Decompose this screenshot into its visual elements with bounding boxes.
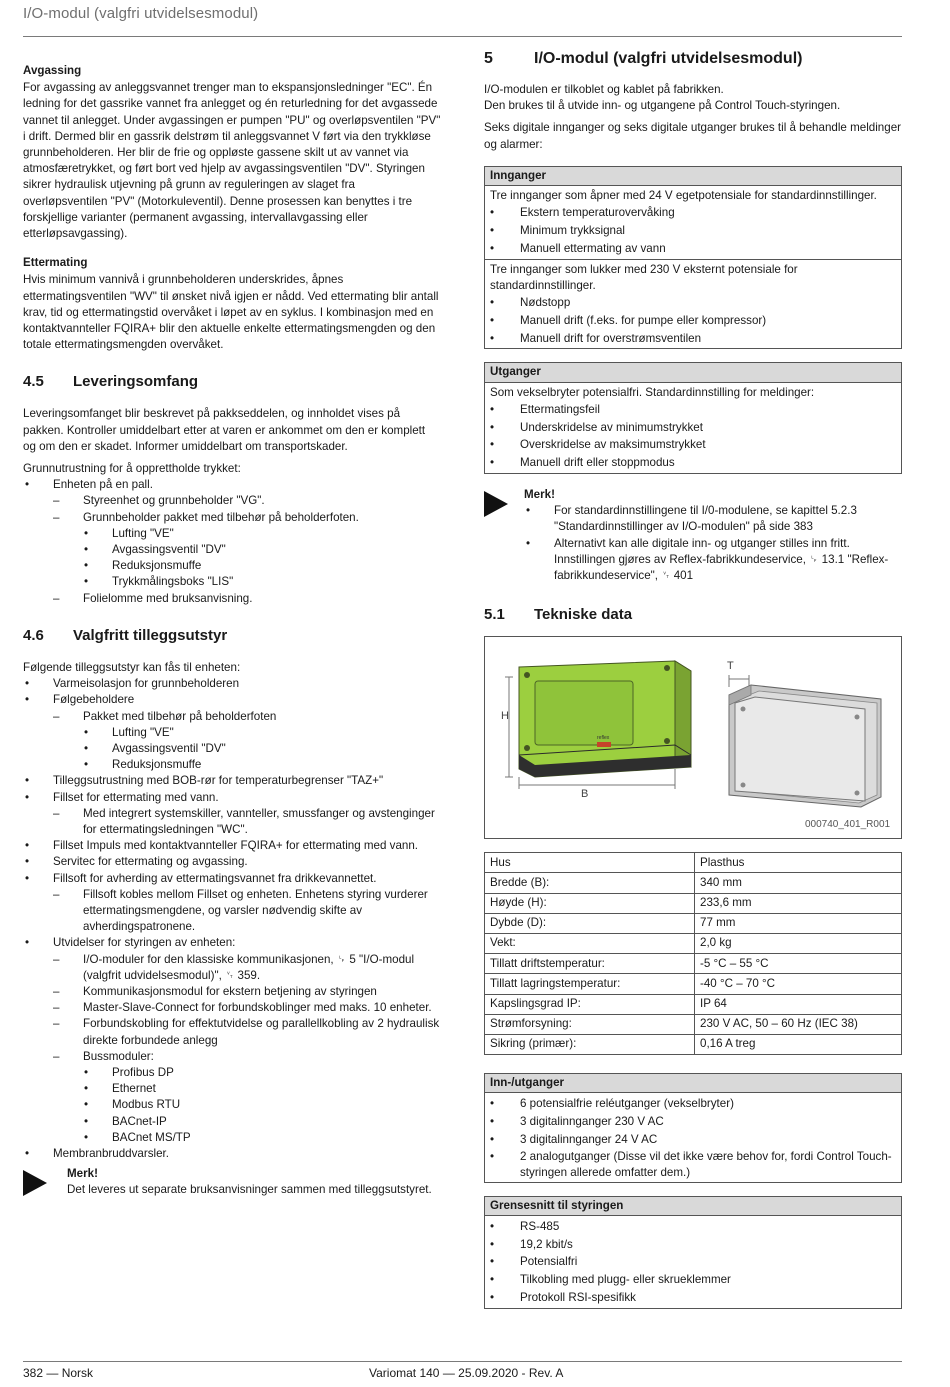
width-label: B (581, 788, 589, 801)
list-item: • Potensialfri (490, 1253, 896, 1271)
section-number: 5 (484, 50, 493, 67)
list-item: • Manuell drift for overstrømsventilen (490, 330, 896, 348)
outputs-group-1-text: Som vekselbryter potensialfri. Standardinnstilling for meldinger: (490, 385, 815, 399)
spec-value: IP 64 (695, 994, 902, 1014)
list-item: – Forbundskobling for effektutvidelse og parallellkobling av 2 hydraulisk direkte forbundede anlegg (53, 1016, 441, 1048)
sub-list (53, 709, 441, 774)
spec-value: -5 °C – 55 °C (695, 954, 902, 974)
left-column (23, 63, 441, 1199)
footer-page-number: 382 — Norsk (23, 1366, 94, 1380)
section-4-5-heading (23, 373, 441, 391)
note-title: Merk! (524, 488, 555, 501)
outputs-group-1 (485, 383, 901, 473)
list-item: • Varmeisolasjon for grunnbeholderen (23, 676, 441, 692)
io-list (490, 1095, 896, 1180)
spec-value: 233,6 mm (695, 893, 902, 913)
note-arrow-icon (484, 491, 508, 517)
brand-label: reflex (597, 735, 610, 742)
list-item: • Manuell drift eller stoppmodus (490, 454, 896, 472)
section-number: 5.1 (484, 606, 505, 624)
io-box (484, 1073, 902, 1183)
table-row (485, 1034, 902, 1054)
list-item: • Tilleggsutrustning med BOB-rør for temperaturbegrenser "TAZ+" (23, 773, 441, 789)
list-item: • Fillsoft for avherding av ettermatingsvannet fra drikkevannettet. – Fillsoft kobles mellom Fillset og enheten. Enhetens styring vurderer ettermatingsmengdene, og varsler nødvendig skifte av avherdingspatronene. (23, 871, 441, 936)
outputs-group-1-list (490, 401, 896, 472)
spec-key: Hus (485, 853, 695, 873)
sub-list (53, 493, 441, 606)
table-row (485, 893, 902, 913)
list-item: • 2 analogutganger (Disse vil det ikke være behov for, fordi Control Touch-styringen allerede omfatter dem.) (490, 1149, 896, 1181)
list-item: • Reduksjonsmuffe (83, 757, 441, 773)
list-item: – Grunnbeholder pakket med tilbehør på beholderfoten. • Lufting "VE" • Avgassingsventil "DV" • Reduksjonsmuffe • Trykkmålingsboks "LIS" (53, 510, 441, 591)
section-5-1-heading (484, 606, 902, 624)
avgassing-section (23, 63, 441, 242)
list-item: • Minimum trykksignal (490, 222, 896, 240)
list-item: • Tilkobling med plugg- eller skrueklemmer (490, 1271, 896, 1289)
note-box-right (484, 487, 902, 584)
section-title: Tekniske data (534, 606, 633, 624)
footer-divider (23, 1361, 902, 1362)
note-arrow-icon (23, 1170, 47, 1196)
table-row (485, 873, 902, 893)
side-view-module (727, 660, 881, 807)
footer-document-info: Variomat 140 — 25.09.2020 - Rev. A (369, 1366, 564, 1380)
tech-spec-table (484, 852, 902, 1055)
table-row (485, 853, 902, 873)
note-title: Merk! (67, 1167, 98, 1181)
spec-value: 0,16 A treg (695, 1034, 902, 1054)
list-item: • Underskridelse av minimumstrykket (490, 419, 896, 437)
interface-box-content (485, 1216, 901, 1308)
ettermating-text: Hvis minimum vannivå i grunnbeholderen underskrides, åpnes ettermatingsventilen "WV" til ønsket nivå igjen er nådd. Ved ettermating blir antall krav, tid og ettermatingstid overvåket i løpet av en syklus. I kombinasjon med en kontaktvannteller FQIRA+ blir den aktuelle enkelte ettermatingsmengden og den totale ettermatingsmengden overvåket. (23, 273, 439, 352)
outputs-box (484, 362, 902, 474)
list-item: • 19,2 kbit/s (490, 1236, 896, 1254)
page-header-title: I/O-modul (valgfri utvidelsesmodul) (23, 5, 259, 22)
inputs-group-1-text: Tre innganger som åpner med 24 V egetpotensiale for standardinnstillinger. (490, 189, 877, 203)
table-row (485, 913, 902, 933)
list-item: – Kommunikasjonsmodul for ekstern betjening av styringen (53, 984, 441, 1000)
list-item: • RS-485 (490, 1218, 896, 1236)
spec-key: Vekt: (485, 933, 695, 953)
list-item: • Reduksjonsmuffe (83, 558, 441, 574)
section-title: Valgfritt tilleggsutstyr (73, 626, 228, 644)
list-item: • Manuell ettermating av vann (490, 240, 896, 258)
table-row (485, 954, 902, 974)
ettermating-section (23, 255, 441, 353)
inputs-group-2 (485, 259, 901, 349)
section-5-heading (484, 50, 902, 68)
note-body (524, 487, 902, 584)
spec-value: Plasthus (695, 853, 902, 873)
interface-list (490, 1218, 896, 1307)
grunnutrustning-intro: Grunnutrustning for å opprettholde trykket: (23, 462, 241, 476)
inputs-box-heading: Innganger (485, 167, 901, 186)
table-row (485, 994, 902, 1014)
list-item: • Nødstopp (490, 294, 896, 312)
inputs-box (484, 166, 902, 350)
figure-code: 000740_401_R001 (805, 819, 891, 831)
note-list (524, 503, 902, 584)
sub-sub-list (83, 526, 441, 591)
io-intro-paragraph: Seks digitale innganger og seks digitale utganger brukes til å behandle meldinger og alarmer: (484, 121, 902, 151)
list-item: • Trykkmålingsboks "LIS" (83, 574, 441, 590)
sub-list (53, 952, 441, 1146)
right-column (484, 50, 902, 1322)
tilleggsutstyr-intro: Følgende tilleggsutstyr kan fås til enheten: (23, 660, 241, 674)
note-box (23, 1166, 441, 1198)
list-item: • Avgassingsventil "DV" (83, 741, 441, 757)
height-label: H (501, 710, 509, 723)
list-item: • Enheten på en pall. – Styreenhet og grunnbeholder "VG". – Grunnbeholder pakket med tilbehør på beholderfoten. • Lufting "VE" • Avgassingsventil "DV" • Reduksjonsmuffe • Trykkmålingsboks "LIS" – Folielomme med bruksanvisning. (23, 477, 441, 607)
section-title: Leveringsomfang (73, 373, 199, 391)
spec-value: 230 V AC, 50 – 60 Hz (IEC 38) (695, 1014, 902, 1034)
list-item: • BACnet-IP (83, 1114, 441, 1130)
io-intro-line1: I/O-modulen er tilkoblet og kablet på fabrikken. (484, 83, 724, 96)
list-item: • BACnet MS/TP (83, 1130, 441, 1146)
list-item: • Alternativt kan alle digitale inn- og utganger stilles inn fritt. Innstillingen gjøres av Reflex-fabrikkundeservice, ␊ 13.1 "Reflex-fabrikkundeservice", ␋ 401 (524, 536, 902, 585)
list-item: – Folielomme med bruksanvisning. (53, 591, 441, 607)
list-item: • Lufting "VE" (83, 526, 441, 542)
table-row (485, 1014, 902, 1034)
list-item: • Ettermatingsfeil (490, 401, 896, 419)
list-item: • Membranbruddvarsler. (23, 1146, 441, 1162)
io-box-heading: Inn-/utganger (485, 1074, 901, 1093)
inputs-group-2-text: Tre innganger som lukker med 230 V eksternt potensiale for standardinnstillinger. (490, 262, 798, 292)
interface-box-heading: Grensesnitt til styringen (485, 1197, 901, 1216)
section-number: 4.5 (23, 373, 44, 391)
list-item: – Pakket med tilbehør på beholderfoten • Lufting "VE" • Avgassingsventil "DV" • Reduksjonsmuffe (53, 709, 441, 774)
sub-sub-list (83, 725, 441, 774)
list-item: • Profibus DP (83, 1065, 441, 1081)
list-item: • Overskridelse av maksimumstrykket (490, 436, 896, 454)
spec-value: 340 mm (695, 873, 902, 893)
list-item: • For standardinnstillingene til I/0-modulene, se kapittel 5.2.3 "Standardinnstillinger av I/O-modulen" på side 383 (524, 503, 902, 535)
spec-key: Sikring (primær): (485, 1034, 695, 1054)
list-item: • Ekstern temperaturovervåking (490, 204, 896, 222)
list-item: – Styreenhet og grunnbeholder "VG". (53, 493, 441, 509)
list-item: • Modbus RTU (83, 1097, 441, 1113)
note-body (67, 1166, 432, 1198)
spec-key: Tillatt lagringstemperatur: (485, 974, 695, 994)
list-item: – I/O-moduler for den klassiske kommunikasjonen, ␊ 5 "I/O-modul (valgfrit udvidelsesmodul)", ␋ 359. (53, 952, 441, 984)
list-item: – Fillsoft kobles mellom Fillset og enheten. Enhetens styring vurderer ettermatingsmengdene, og varsler nødvendig skifte av avherdingspatronene. (53, 887, 441, 936)
outputs-box-heading: Utganger (485, 363, 901, 382)
depth-label: T (727, 660, 734, 673)
sub-list (53, 806, 441, 838)
leveringsomfang-text: Leveringsomfanget blir beskrevet på pakkseddelen, og innholdet vises på pakken. Kontroller umiddelbart etter at varen er ankommet om den er komplett og om den er skadet. Informer umiddelbart om transportskader. (23, 407, 426, 453)
list-item: – Master-Slave-Connect for forbundskoblinger med maks. 10 enheter. (53, 1000, 441, 1016)
interface-box (484, 1196, 902, 1309)
list-item: – Bussmoduler: • Profibus DP • Ethernet • Modbus RTU • BACnet-IP • BACnet MS/TP (53, 1049, 441, 1146)
section-4-6-heading (23, 627, 441, 645)
table-row (485, 933, 902, 953)
list-item: • 6 potensialfrie reléutganger (vekselbryter) (490, 1095, 896, 1113)
avgassing-title: Avgassing (23, 64, 82, 77)
io-intro-line2: Den brukes til å utvide inn- og utgangene på Control Touch-styringen. (484, 99, 841, 113)
spec-value: 2,0 kg (695, 933, 902, 953)
ettermating-title: Ettermating (23, 256, 88, 270)
list-item: – Med integrert systemskiller, vannteller, smussfanger og avstenginger for ettermatingsledningen "WC". (53, 806, 441, 838)
front-view-module (501, 661, 691, 800)
list-item: • Manuell drift (f.eks. for pumpe eller kompressor) (490, 312, 896, 330)
list-item: • 3 digitalinnganger 230 V AC (490, 1113, 896, 1131)
spec-key: Kapslingsgrad IP: (485, 994, 695, 1014)
sub-list (53, 887, 441, 936)
table-row (485, 974, 902, 994)
spec-key: Dybde (D): (485, 913, 695, 933)
spec-value: -40 °C – 70 °C (695, 974, 902, 994)
list-item: • Ethernet (83, 1081, 441, 1097)
list-item: • Utvidelser for styringen av enheten: – I/O-moduler for den klassiske kommunikasjonen, ␊ 5 "I/O-modul (valgfrit udvidelsesmodul)", ␋ 359. – Kommunikasjonsmodul for ekstern betjening av styringen – Master-Slave-Connect for forbundskoblinger med maks. 10 enheter. – Forbundskobling for effektutvidelse og parallellkobling av 2 hydraulisk direkte forbundede anlegg – Bussmoduler: • Profibus DP • Ethernet • Modbus RTU • BACnet-IP • BACnet MS/TP (23, 935, 441, 1146)
list-item: • Fillset Impuls med kontaktvannteller FQIRA+ for ettermating med vann. (23, 838, 441, 854)
spec-key: Høyde (H): (485, 893, 695, 913)
list-item: • Servitec for ettermating og avgassing. (23, 854, 441, 870)
header-divider (23, 36, 902, 37)
avgassing-text: For avgassing av anleggsvannet trenger man to ekspansjonsledninger "EC". Én ledning for det gassrike vannet fra anlegget og én returledning for det avgassede vannet til anlegget. Under avgassingen er pumpen "PU" og overløpsventilen "PV" i drift. Dermed blir en gassrik delstrøm til anleggsvannet V ført via den trykkløse grunnbeholderen. Her blir de frie og oppløste gassene skilt ut av vannet via atmosfæretrykket, og ført bort ved hjelp av avgassingsventilen "DV". Styringen sikrer hydraulisk utjevning på grunn av reguleringen av slaget fra overløpsventilen "PV" (Motorkuleventil). Denne prosessen kan benyttes i tre forskjellige varianter (permanent avgassing, intervallavgassing eller etterløpsavgassing). (23, 81, 441, 241)
list-item: • 3 digitalinnganger 24 V AC (490, 1131, 896, 1149)
section-title: I/O-modul (valgfri utvidelsesmodul) (534, 50, 803, 67)
inputs-group-1-list (490, 204, 896, 257)
io-box-content (485, 1093, 901, 1181)
tilleggsutstyr-list (23, 676, 441, 1162)
sub-sub-list (83, 1065, 441, 1146)
spec-key: Tillatt driftstemperatur: (485, 954, 695, 974)
section-number: 4.6 (23, 626, 44, 644)
list-item: • Følgebeholdere – Pakket med tilbehør på beholderfoten • Lufting "VE" • Avgassingsventil "DV" • Reduksjonsmuffe (23, 692, 441, 773)
list-item: • Lufting "VE" (83, 725, 441, 741)
spec-key: Bredde (B): (485, 873, 695, 893)
spec-value: 77 mm (695, 913, 902, 933)
inputs-group-2-list (490, 294, 896, 347)
list-item: • Avgassingsventil "DV" (83, 542, 441, 558)
list-item: • Protokoll RSI-spesifikk (490, 1289, 896, 1307)
list-item: • Fillset for ettermating med vann. – Med integrert systemskiller, vannteller, smussfanger og avstenginger for ettermatingsledningen "WC". (23, 790, 441, 839)
io-module-illustration (485, 637, 901, 838)
leveringsomfang-list (23, 477, 441, 607)
note-text: Det leveres ut separate bruksanvisninger sammen med tilleggsutstyret. (67, 1183, 432, 1197)
inputs-group-1 (485, 186, 901, 259)
spec-key: Strømforsyning: (485, 1014, 695, 1034)
io-module-figure (484, 636, 902, 839)
